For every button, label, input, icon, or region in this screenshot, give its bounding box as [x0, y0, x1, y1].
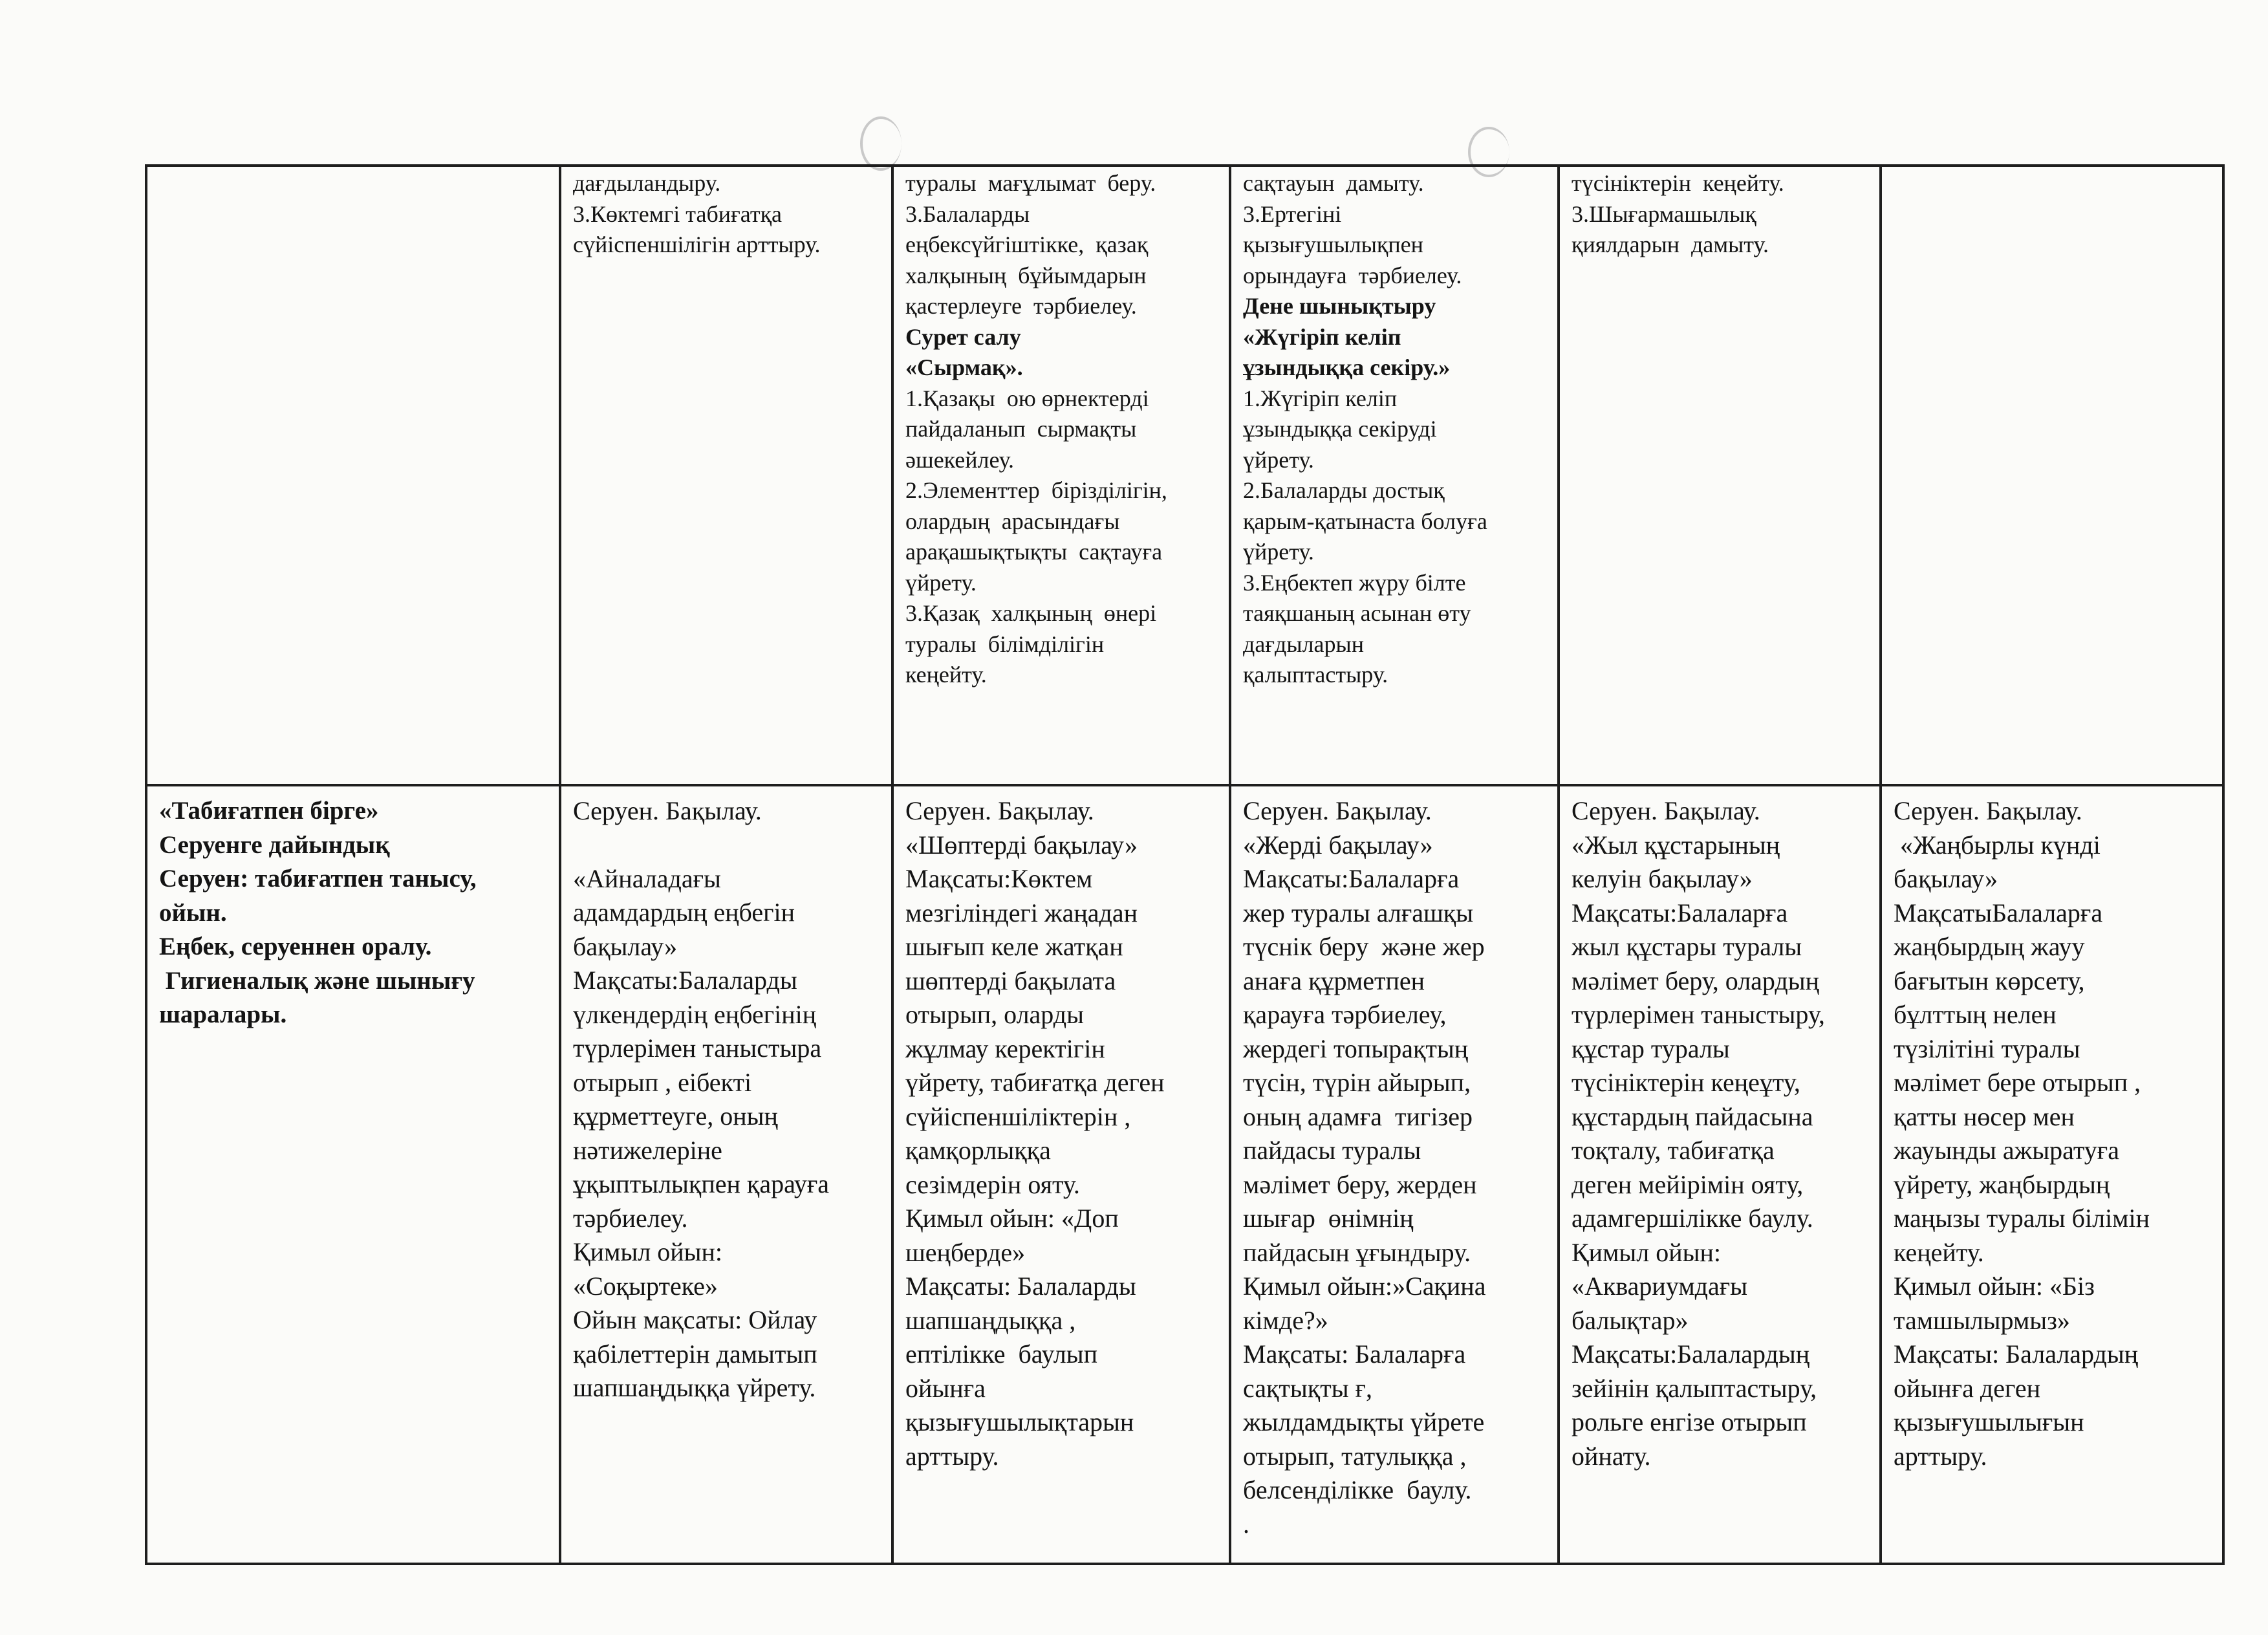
cell-line: орындауға тәрбиелеу.	[1243, 262, 1462, 288]
activity-topic: ұзындыққа секіру.»	[1243, 354, 1451, 380]
cell-line: сезімдерін ояту.	[905, 1169, 1080, 1199]
cell-line: Қимыл ойын:	[1571, 1237, 1722, 1267]
cell-line: отырып, оларды	[905, 1000, 1084, 1029]
cell-line: әшекейлеу.	[905, 446, 1014, 473]
cell-line: таяқшаның асынан өту	[1243, 600, 1471, 626]
cell-line: 3.Шығармашылық	[1571, 200, 1756, 227]
section-heading-line: Гигиеналық және шынығу	[159, 966, 475, 995]
cell-line: ұқыптылықпен қарауға	[573, 1169, 829, 1198]
cell-line: 1.Жүгіріп келіп	[1243, 385, 1398, 411]
cell-line: еңбексүйгіштікке, қазақ	[905, 232, 1149, 257]
cell-line: ойнату.	[1571, 1441, 1651, 1471]
cell-line: Мақсаты:Балаларға	[1571, 898, 1788, 927]
cell-line: кеңейту.	[1894, 1237, 1984, 1267]
cell-line: Мақсаты:Балаларға	[1243, 864, 1460, 893]
cell-line: халқының бұйымдарын	[905, 262, 1147, 288]
row1-col6-empty-cell	[1881, 166, 2223, 785]
cell-line: қызығушылығын	[1894, 1407, 2084, 1436]
cell-line: «Аквариумдағы	[1571, 1272, 1748, 1301]
cell-line: түзілітіні туралы	[1894, 1034, 2080, 1063]
cell-line: оның адамға тигізер	[1243, 1101, 1473, 1131]
cell-line: үлкендердің еңбегінің	[573, 999, 817, 1029]
cell-line: шөптерді бақылата	[905, 966, 1116, 995]
cell-line: қарауға тәрбиелеу,	[1243, 1000, 1447, 1029]
cell-line: құрметтеуге, оның	[573, 1101, 778, 1131]
cell-line: түсініктерін кеңейту.	[1571, 170, 1784, 196]
cell-line: рольге енгізе отырып	[1571, 1407, 1807, 1436]
row1-col4-cell	[1230, 166, 1559, 785]
cell-line: қарым-қатынаста болуға	[1243, 508, 1487, 534]
cell-line: түсін, түрін айырып,	[1243, 1068, 1471, 1097]
cell-line: туралы білімділігін	[905, 631, 1105, 657]
cell-line: қызығушылықпен	[1243, 232, 1423, 257]
row1-col5-cell	[1559, 166, 1881, 785]
cell-line: пайдаланып сырмақты	[905, 416, 1137, 442]
cell-line: мезгіліндегі жаңадан	[905, 898, 1138, 927]
row2-col2-cell	[560, 785, 892, 1564]
cell-line: кеңейту.	[905, 662, 987, 688]
section-heading-line: Серуенге дайындық	[159, 830, 390, 859]
cell-line: қамқорлыққа	[905, 1136, 1051, 1165]
cell-line: мәлімет беру, олардың	[1571, 966, 1820, 995]
cell-line: Қимыл ойын:	[573, 1237, 723, 1266]
cell-line: МақсатыБалаларға	[1894, 898, 2103, 927]
cell-line: 2.Балаларды достық	[1243, 477, 1445, 503]
cell-line: үйрету.	[905, 569, 977, 596]
cell-line: келуін бақылау»	[1571, 864, 1753, 893]
cell-line: .	[1243, 1509, 1249, 1539]
cell-line: жер туралы алғашқы	[1243, 898, 1474, 927]
section-heading-line: «Табиғатпен бірге»	[159, 797, 379, 825]
cell-line: ойынға	[905, 1373, 986, 1403]
cell-line: отырып, татулыққа ,	[1243, 1441, 1467, 1471]
row1-col3-cell	[892, 166, 1230, 785]
cell-line: шығып келе жатқан	[905, 932, 1123, 961]
cell-line: «Жерді бақылау»	[1243, 830, 1433, 860]
cell-line: 2.Элементтер біріздiлiгін,	[905, 477, 1167, 503]
cell-line: зейінін қалыптастыру,	[1571, 1373, 1817, 1403]
cell-line: жаңбырдың жауу	[1894, 932, 2085, 961]
cell-line: нәтижелеріне	[573, 1135, 722, 1165]
cell-line: адамдардың еңбегін	[573, 898, 795, 927]
cell-line: үйрету.	[1243, 539, 1314, 565]
cell-line: ептілікке баулып	[905, 1339, 1098, 1369]
cell-line: шеңберде»	[905, 1237, 1026, 1267]
cell-line: Қимыл ойын: «Доп	[905, 1204, 1119, 1233]
cell-line: тоқталу, табиғатқа	[1571, 1136, 1775, 1165]
cell-line: мәлімет бере отырып ,	[1894, 1068, 2141, 1097]
cell-line: шапшаңдыққа ,	[905, 1305, 1076, 1335]
cell-line: сақтауын дамыту.	[1243, 170, 1424, 196]
cell-line: «Жыл құстарының	[1571, 830, 1780, 860]
cell-line: ұзындыққа секіруді	[1243, 416, 1437, 442]
section-heading-line: шаралары.	[159, 1001, 287, 1028]
cell-line: арақашықтықты сақтауға	[905, 539, 1163, 565]
cell-line: 3.Ертегіні	[1243, 200, 1342, 227]
cell-line: тәрбиелеу.	[573, 1203, 688, 1233]
cell-line: үйрету, жаңбырдың	[1894, 1169, 2110, 1199]
cell-line: 1.Қазақы ою өрнектерді	[905, 385, 1149, 411]
activity-topic: «Жүгіріп келіп	[1243, 323, 1401, 350]
cell-line: құстардың пайдасына	[1571, 1101, 1813, 1131]
cell-line: Серуен. Бақылау.	[573, 796, 762, 825]
row2-col5-cell	[1559, 785, 1881, 1564]
activity-heading: Сурет салу	[905, 323, 1021, 350]
cell-line: пайдасы туралы	[1243, 1136, 1421, 1165]
cell-line: Серуен. Бақылау.	[905, 796, 1094, 825]
cell-line: дағдыландыру.	[573, 170, 721, 196]
cell-line: «Жаңбырлы күнді	[1894, 830, 2101, 860]
cell-line: балықтар»	[1571, 1305, 1689, 1335]
row1-col2-cell	[560, 166, 892, 785]
cell-line: түрлерімен таныстыра	[573, 1034, 822, 1063]
cell-line: кімде?»	[1243, 1305, 1328, 1335]
cell-line: жыл құстары туралы	[1571, 932, 1802, 961]
cell-line: қастерлеуге тәрбиелеу.	[905, 293, 1137, 319]
section-heading-line: Еңбек, серуеннен оралу.	[159, 933, 432, 960]
cell-line: үйрету.	[1243, 446, 1314, 473]
cell-line: тамшылырмыз»	[1894, 1305, 2070, 1335]
row1-col1-empty-cell	[146, 166, 560, 785]
cell-line: бағытын көрсету,	[1894, 966, 2085, 995]
cell-line: қабілеттерін дамытып	[573, 1339, 817, 1369]
cell-line: шығар өнімнің	[1243, 1204, 1414, 1233]
cell-line: арттыру.	[1894, 1441, 1987, 1471]
cell-line: Мақсаты: Балаларды	[905, 1272, 1136, 1301]
cell-line: Серуен. Бақылау.	[1243, 796, 1432, 825]
cell-line: бақылау»	[1894, 864, 1998, 893]
cell-line: қиялдарын дамыту.	[1571, 232, 1769, 257]
activity-topic: «Сырмақ».	[905, 354, 1023, 380]
cell-line: Қимыл ойын: «Біз	[1894, 1272, 2095, 1301]
cell-line: сақтықты ғ,	[1243, 1373, 1372, 1403]
cell-line: жауынды ажыратуға	[1894, 1136, 2119, 1165]
cell-line: Серуен. Бақылау.	[1571, 796, 1760, 825]
cell-line: деген мейірімін ояту,	[1571, 1169, 1804, 1199]
cell-line: Мақсаты: Балаларға	[1243, 1339, 1466, 1369]
cell-line: Серуен. Бақылау.	[1894, 796, 2082, 825]
cell-line: пайдасын ұғындыру.	[1243, 1237, 1471, 1267]
cell-line: 3.Қазақ халқының өнері	[905, 600, 1157, 626]
cell-line: 3.Еңбектеп жүру білте	[1243, 569, 1466, 596]
cell-line: бұлттың нелен	[1894, 1000, 2057, 1029]
cell-line: үйрету, табиғатқа деген	[905, 1068, 1165, 1097]
cell-line: Ойын мақсаты: Ойлау	[573, 1305, 817, 1334]
cell-line: түрлерімен таныстыру,	[1571, 1000, 1825, 1029]
cell-line: Мақсаты:Көктем	[905, 864, 1093, 893]
cell-line: олардың арасындағы	[905, 508, 1120, 534]
blank-line	[573, 828, 883, 862]
cell-line: 3.Көктемгі табиғатқа	[573, 200, 783, 227]
cell-line: отырып , еібекті	[573, 1067, 752, 1097]
cell-line: бақылау»	[573, 931, 678, 961]
cell-line: жұлмау керектігін	[905, 1034, 1105, 1063]
cell-line: құстар туралы	[1571, 1034, 1730, 1063]
cell-line: қалыптастыру.	[1243, 662, 1388, 688]
activity-heading: Дене шынықтыру	[1243, 293, 1436, 319]
cell-line: қызығушылықтарын	[905, 1407, 1134, 1436]
cell-line: дағдыларын	[1243, 631, 1364, 657]
cell-line: «Шөптерді бақылау»	[905, 830, 1138, 860]
section-heading-line: Серуен: табиғатпен танысу,	[159, 865, 477, 893]
cell-line: сүйіспеншіліктерін ,	[905, 1101, 1131, 1131]
cell-line: анаға құрметпен	[1243, 966, 1425, 995]
cell-line: 3.Балаларды	[905, 200, 1030, 227]
row2-section-heading-cell	[146, 785, 560, 1564]
cell-line: Мақсаты:Балаларды	[573, 966, 797, 995]
cell-line: түснік беру және жер	[1243, 932, 1485, 961]
cell-line: жылдамдықты үйрете	[1243, 1407, 1485, 1436]
cell-line: мәлімет беру, жерден	[1243, 1169, 1477, 1199]
cell-line: адамгершілікке баулу.	[1571, 1204, 1813, 1233]
cell-line: арттыру.	[905, 1441, 999, 1471]
row2-col4-cell	[1230, 785, 1559, 1564]
cell-line: сүйіспеншілігін арттыру.	[573, 232, 821, 257]
plan-table	[145, 164, 2225, 1565]
row2-col3-cell	[892, 785, 1230, 1564]
cell-line: Қимыл ойын:»Сақина	[1243, 1272, 1486, 1301]
cell-line: шапшаңдыққа үйрету.	[573, 1373, 816, 1402]
cell-line: ойынға деген	[1894, 1373, 2040, 1403]
section-heading-line: ойын.	[159, 898, 227, 927]
cell-line: түсініктерін кеңеұту,	[1571, 1068, 1800, 1097]
cell-line: туралы мағұлымат беру.	[905, 170, 1156, 196]
cell-line: маңызы туралы білімін	[1894, 1204, 2150, 1233]
cell-line: қатты нөсер мен	[1894, 1101, 2075, 1131]
cell-line: белсенділікке баулу.	[1243, 1475, 1472, 1504]
scan-hole-mark-left	[860, 116, 902, 171]
cell-line: «Айналадағы	[573, 863, 721, 893]
table-row	[146, 166, 2223, 785]
cell-line: жердегі топырақтың	[1243, 1034, 1469, 1063]
cell-line: Мақсаты:Балалардың	[1571, 1339, 1810, 1369]
row2-col6-cell	[1881, 785, 2223, 1564]
cell-line: Мақсаты: Балалардың	[1894, 1339, 2139, 1369]
table-row	[146, 785, 2223, 1564]
cell-line: «Соқыртеке»	[573, 1271, 718, 1301]
